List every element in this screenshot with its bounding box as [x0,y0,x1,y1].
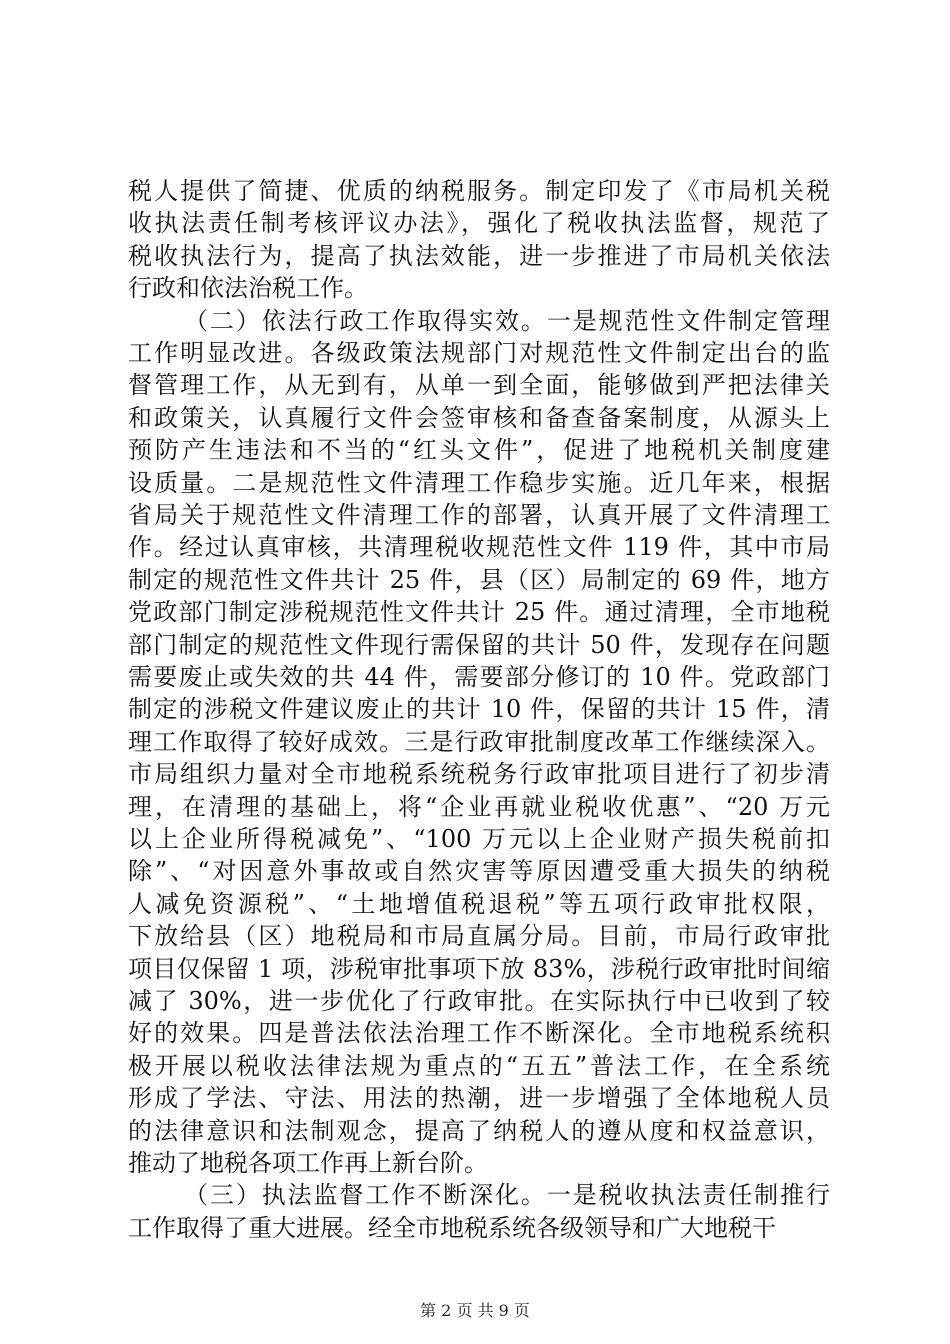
paragraph-2-line: 人减免资源税”、“土地增值税退税”等五项行政审批权限， [128,890,830,918]
paragraph-2-line: 理，在清理的基础上，将“企业再就业税收优惠”、“20 万元 [128,793,830,821]
paragraph-2-line: 下放给县（区）地税局和市局直属分局。目前，市局行政审批 [128,922,830,950]
paragraph-2-line: 作。经过认真审核，共清理税收规范性文件 119 件，其中市局 [128,533,830,561]
paragraph-2-line: 党政部门制定涉税规范性文件共计 25 件。通过清理，全市地税 [128,598,830,626]
paragraph-2-line: 需要废止或失效的共 44 件，需要部分修订的 10 件。党政部门 [128,663,830,691]
paragraph-2-line: （二）依法行政工作取得实效。一是规范性文件制定管理 [184,307,830,335]
paragraph-1-line: 行政和依法治税工作。 [128,274,368,302]
paragraph-2-line: 省局关于规范性文件清理工作的部署，认真开展了文件清理工 [128,501,830,529]
paragraph-1-line: 收执法责任制考核评议办法》，强化了税收执法监督，规范了 [128,209,830,237]
paragraph-2-line: 推动了地税各项工作再上新台阶。 [128,1149,488,1177]
paragraph-2-line: 以上企业所得税减免”、“100 万元以上企业财产损失税前扣 [128,825,830,853]
paragraph-2-line: 形成了学法、守法、用法的热潮，进一步增强了全体地税人员 [128,1084,830,1112]
paragraph-2-line: 减了 30%，进一步优化了行政审批。在实际执行中已收到了较 [128,987,830,1015]
paragraph-3-line: 工作取得了重大进展。经全市地税系统各级领导和广大地税干 [128,1214,776,1242]
paragraph-2-line: 好的效果。四是普法依法治理工作不断深化。全市地税系统积 [128,1019,830,1047]
paragraph-3-line: （三）执法监督工作不断深化。一是税收执法责任制推行 [184,1181,830,1209]
paragraph-2-line: 和政策关，认真履行文件会签审核和备查备案制度，从源头上 [128,404,830,432]
paragraph-2-line: 工作明显改进。各级政策法规部门对规范性文件制定出台的监 [128,339,830,367]
paragraph-2-line: 制定的涉税文件建议废止的共计 10 件，保留的共计 15 件，清 [128,695,830,723]
paragraph-2-line: 市局组织力量对全市地税系统税务行政审批项目进行了初步清 [128,760,830,788]
paragraph-2-line: 制定的规范性文件共计 25 件，县（区）局制定的 69 件，地方 [128,566,830,594]
paragraph-2-line: 设质量。二是规范性文件清理工作稳步实施。近几年来，根据 [128,469,830,497]
paragraph-2-line: 理工作取得了较好成效。三是行政审批制度改革工作继续深入。 [128,728,830,756]
paragraph-2-line: 极开展以税收法律法规为重点的“五五”普法工作，在全系统 [128,1052,830,1080]
paragraph-1-line: 税人提供了简捷、优质的纳税服务。制定印发了《市局机关税 [128,177,830,205]
paragraph-2-line: 项目仅保留 1 项，涉税审批事项下放 83%，涉税行政审批时间缩 [128,955,830,983]
paragraph-2-line: 部门制定的规范性文件现行需保留的共计 50 件，发现存在问题 [128,631,830,659]
paragraph-2-line: 除”、“对因意外事故或自然灾害等原因遭受重大损失的纳税 [128,857,830,885]
paragraph-1-line: 税收执法行为，提高了执法效能，进一步推进了市局机关依法 [128,242,830,270]
paragraph-2-line: 预防产生违法和不当的“红头文件”，促进了地税机关制度建 [128,436,830,464]
page-number-footer: 第 2 页 共 9 页 [420,1301,530,1320]
paragraph-2-line: 的法律意识和法制观念，提高了纳税人的遵从度和权益意识， [128,1117,830,1145]
paragraph-2-line: 督管理工作，从无到有，从单一到全面，能够做到严把法律关 [128,371,830,399]
